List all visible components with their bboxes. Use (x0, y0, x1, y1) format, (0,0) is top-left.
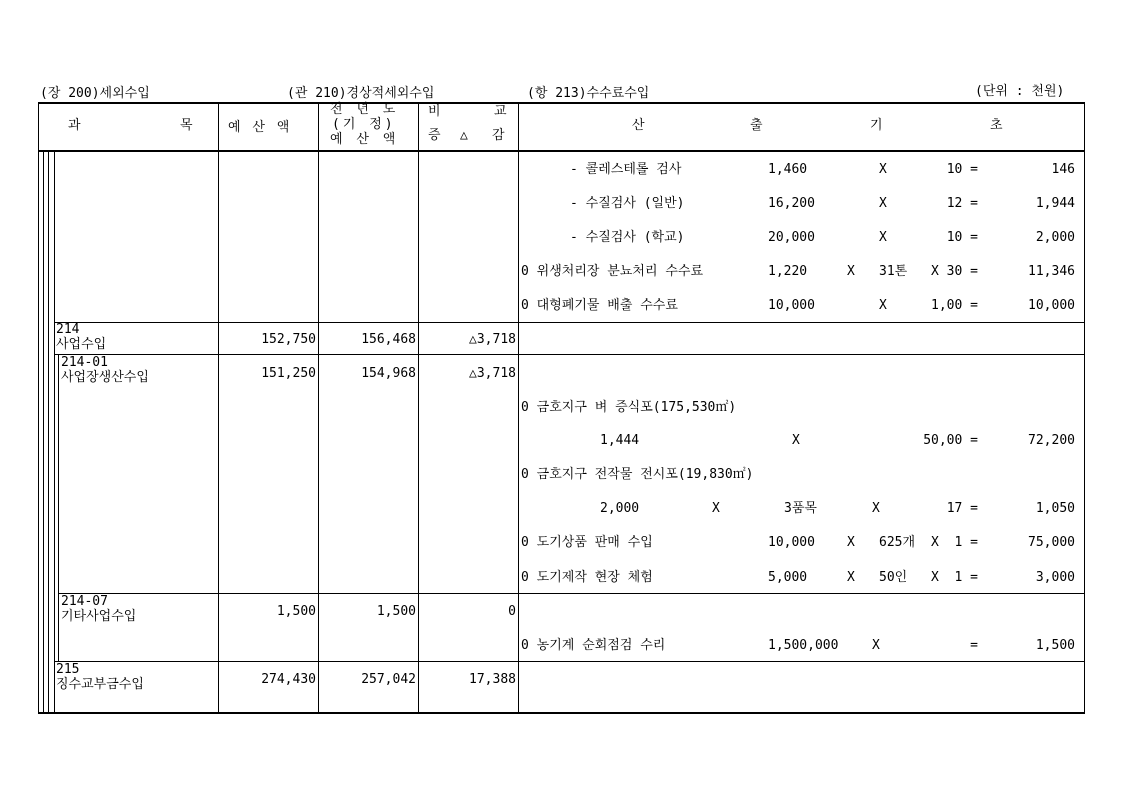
calc-row-mult: 1,00 = (931, 298, 978, 313)
calc-row-mult: X 30 = (931, 264, 978, 279)
prev-value: 257,042 (361, 672, 416, 687)
item-name: 사업수입 (56, 337, 107, 352)
calc-row-mid: 31톤 (879, 264, 908, 279)
calc-row-total: 1,500 (1035, 638, 1075, 653)
header-calc-chul: 출 (750, 118, 763, 133)
calc-row-mid: 625개 (879, 535, 916, 550)
section-gwan: (관 210)경상적세외수입 (287, 86, 435, 101)
calc-row-mult: 12 = (946, 196, 978, 211)
column-border (418, 102, 419, 714)
row-divider (54, 354, 1085, 355)
calc-row-x: X (879, 196, 887, 211)
calc-row-label: - 수질검사 (일반) (570, 196, 685, 211)
row-divider (58, 593, 1085, 594)
calc-row-mult: X 1 = (931, 570, 978, 585)
prev-value: 1,500 (376, 604, 416, 619)
calc-row-total: 1,050 (1035, 501, 1075, 516)
item-name: 징수교부금수입 (56, 677, 144, 692)
calc-row-mult: = (970, 638, 978, 653)
calc-row-label: 0 대형폐기물 배출 수수료 (521, 298, 678, 313)
calc-row-total: 146 (1051, 162, 1075, 177)
calc-row-qty: 1,500,000 (768, 638, 839, 653)
item-code: 214-01 (61, 355, 108, 370)
calc-row-total: 2,000 (1035, 230, 1075, 245)
calc-row-mult: X 1 = (931, 535, 978, 550)
item-code: 214-07 (61, 594, 108, 609)
column-border (1084, 102, 1085, 714)
calc-row-qty: 16,200 (768, 196, 815, 211)
header-prev-a: 전 년 도 (330, 102, 399, 117)
calc-row-qty: 10,000 (768, 535, 815, 550)
calc-row-qty: 10,000 (768, 298, 815, 313)
item-name: 사업장생산수입 (61, 370, 149, 385)
calc-row-x: X (847, 264, 855, 279)
diff-value: △3,718 (469, 366, 516, 381)
calc-row-qty: 1,460 (768, 162, 808, 177)
header-compare-delta: △ (460, 128, 468, 143)
row-divider (54, 661, 1085, 662)
header-compare-gam: 감 (492, 128, 505, 143)
calc-row-total: 1,944 (1035, 196, 1075, 211)
calc-row-qty: 1,220 (768, 264, 808, 279)
calc-row-label: 0 도기상품 판매 수입 (521, 535, 653, 550)
budget-value: 1,500 (276, 604, 316, 619)
calc-row-total: 72,200 (1028, 433, 1075, 448)
header-budget: 예 산 액 (228, 120, 292, 135)
prev-value: 156,468 (361, 332, 416, 347)
calc-row-qty: 2,000 (600, 501, 640, 516)
column-border (58, 354, 59, 661)
calc-row-total: 75,000 (1028, 535, 1075, 550)
calc-row-label: 0 위생처리장 분뇨처리 수수료 (521, 264, 704, 279)
diff-value: 17,388 (469, 672, 516, 687)
budget-value: 274,430 (261, 672, 316, 687)
header-gwa: 과 (68, 118, 81, 133)
calc-row-label: 0 도기제작 현장 체험 (521, 570, 653, 585)
column-border (218, 102, 219, 714)
calc-row-mult: 50,00 = (923, 433, 978, 448)
calc-row-total: 11,346 (1028, 264, 1075, 279)
header-mok: 목 (180, 118, 193, 133)
column-border (48, 150, 49, 714)
column-border (43, 150, 44, 714)
calc-row-x: X (712, 501, 720, 516)
calc-row-qty: 5,000 (768, 570, 808, 585)
calc-row-x: X (872, 638, 880, 653)
budget-value: 152,750 (261, 332, 316, 347)
prev-value: 154,968 (361, 366, 416, 381)
calc-row-x: X (792, 433, 800, 448)
header-calc-san: 산 (632, 118, 645, 133)
header-calc-cho: 초 (990, 118, 1003, 133)
calc-row-total: 10,000 (1028, 298, 1075, 313)
calc-row-mid: 50인 (879, 570, 908, 585)
budget-value: 151,250 (261, 366, 316, 381)
calc-row-x: X (847, 570, 855, 585)
calc-row-label: - 수질검사 (학교) (570, 230, 685, 245)
calc-row-x: X (879, 298, 887, 313)
header-prev-c: 예 산 액 (330, 132, 399, 147)
column-border (318, 102, 319, 714)
item-code: 215 (56, 662, 80, 677)
calc-row-x: X (872, 501, 880, 516)
header-compare-jeung: 증 (428, 128, 441, 143)
table-bottom-border (38, 712, 1085, 714)
row-divider (54, 322, 1085, 323)
calc-row-qty: 20,000 (768, 230, 815, 245)
header-bottom-border (38, 150, 1085, 152)
header-calc-gi: 기 (870, 118, 883, 133)
calc-row-label: 0 금호지구 전작물 전시포(19,830㎡) (521, 467, 754, 482)
calc-row-mult: 10 = (946, 162, 978, 177)
unit-label: (단위 : 천원) (975, 84, 1065, 99)
header-compare-gyo: 교 (494, 104, 507, 119)
table-top-border (38, 102, 1085, 104)
column-border (54, 150, 55, 714)
calc-row-total: 3,000 (1035, 570, 1075, 585)
item-name: 기타사업수입 (61, 609, 137, 624)
calc-row-label: 0 농기계 순회점검 수리 (521, 638, 666, 653)
item-code: 214 (56, 322, 80, 337)
calc-row-mult: 10 = (946, 230, 978, 245)
calc-row-mult: 17 = (946, 501, 978, 516)
calc-row-x: X (879, 162, 887, 177)
section-jang: (장 200)세외수입 (40, 86, 150, 101)
calc-row-x: X (847, 535, 855, 550)
calc-row-x: X (879, 230, 887, 245)
diff-value: △3,718 (469, 332, 516, 347)
header-compare-bi: 비 (428, 104, 441, 119)
column-border (38, 102, 39, 714)
calc-row-label: 0 금호지구 벼 증식포(175,530㎡) (521, 400, 737, 415)
calc-row-mid: 3품목 (784, 501, 817, 516)
section-hang: (항 213)수수료수입 (527, 86, 650, 101)
column-border (518, 102, 519, 714)
calc-row-label: - 콜레스테롤 검사 (570, 162, 682, 177)
header-prev-b: (기 정) (332, 117, 396, 132)
diff-value: 0 (508, 604, 516, 619)
calc-row-qty: 1,444 (600, 433, 640, 448)
